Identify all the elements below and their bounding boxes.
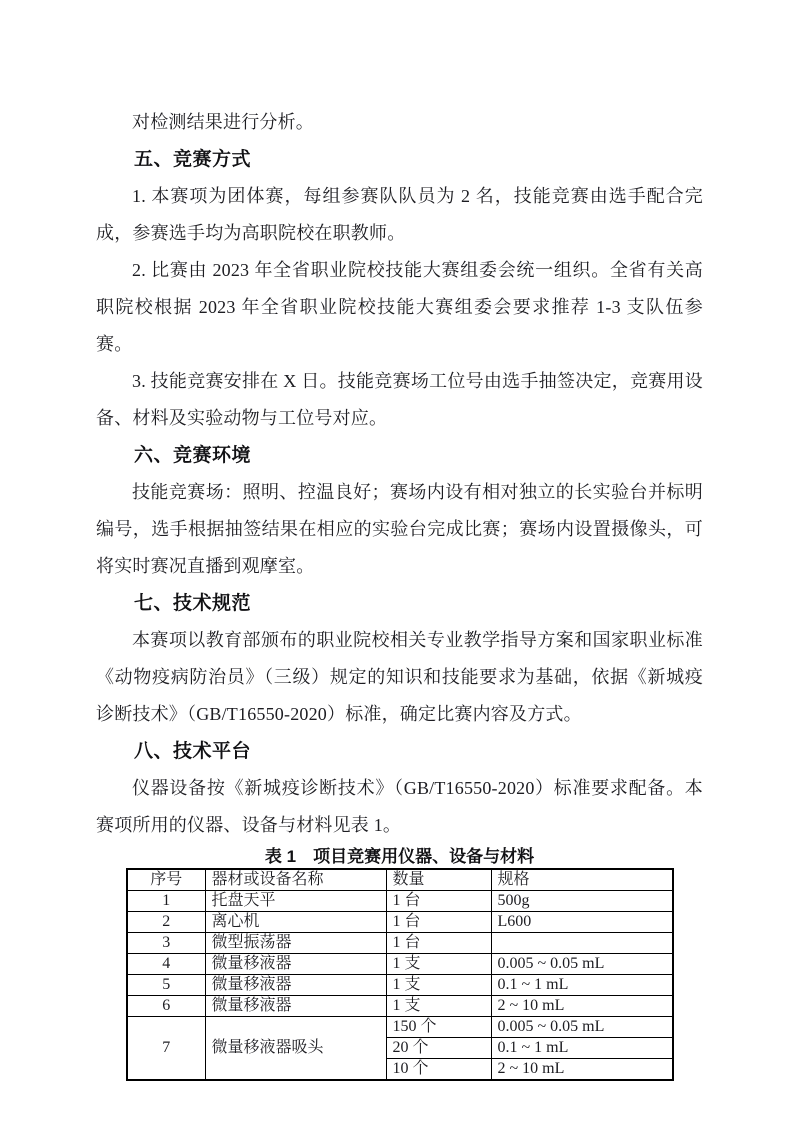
table-cell: 1 台	[386, 933, 491, 954]
document-body	[96, 104, 703, 844]
table-cell: 1 台	[386, 891, 491, 912]
table-row	[127, 996, 673, 1017]
table-row	[127, 891, 673, 912]
paragraph: 本赛项以教育部颁布的职业院校相关专业教学指导方案和国家职业标准《动物疫病防治员》（三级）规定的知识和技能要求为基础，依据《新城疫诊断技术》（GB/T16550-2020）标准，确定比赛内容及方式。	[96, 630, 703, 724]
table-cell: 2 ~ 10 mL	[491, 1059, 673, 1081]
table-cell: 1 支	[386, 996, 491, 1017]
table-cell: 微量移液器	[205, 996, 386, 1017]
section-heading: 八、技术平台	[134, 741, 252, 762]
table-cell: 微量移液器	[205, 954, 386, 975]
table-cell: 4	[127, 954, 205, 975]
table-cell: 1	[127, 891, 205, 912]
paragraph: 1. 本赛项为团体赛，每组参赛队队员为 2 名，技能竞赛由选手配合完成，参赛选手均为高职院校在职教师。	[96, 186, 703, 243]
table-row	[127, 954, 673, 975]
paragraph: 技能竞赛场：照明、控温良好；赛场内设有相对独立的长实验台并标明编号，选手根据抽签结果在相应的实验台完成比赛；赛场内设置摄像头，可将实时赛况直播到观摩室。	[96, 482, 703, 576]
section-heading: 七、技术规范	[134, 593, 252, 614]
table-caption: 表 1 项目竞赛用仪器、设备与材料	[264, 847, 535, 866]
table-cell: 2 ~ 10 mL	[491, 996, 673, 1017]
paragraph: 2. 比赛由 2023 年全省职业院校技能大赛组委会统一组织。全省有关高职院校根据 2023 年全省职业院校技能大赛组委会要求推荐 1-3 支队伍参赛。	[96, 260, 703, 354]
paragraph: 仪器设备按《新城疫诊断技术》（GB/T16550-2020）标准要求配备。本赛项所用的仪器、设备与材料见表 1。	[96, 778, 703, 835]
table-cell: 托盘天平	[205, 891, 386, 912]
table-cell: 2	[127, 912, 205, 933]
table-row	[127, 1017, 673, 1038]
table-body	[127, 891, 673, 1081]
table-cell: 1 台	[386, 912, 491, 933]
table-cell: 6	[127, 996, 205, 1017]
table-cell: 0.1 ~ 1 mL	[491, 1038, 673, 1059]
table-cell: 150 个	[386, 1017, 491, 1038]
table-row	[127, 975, 673, 996]
column-header: 规格	[491, 869, 673, 891]
table-cell: 微型振荡器	[205, 933, 386, 954]
paragraph: 对检测结果进行分析。	[132, 112, 314, 132]
table-cell: 0.005 ~ 0.05 mL	[491, 954, 673, 975]
table-row	[127, 912, 673, 933]
column-header: 序号	[127, 869, 205, 891]
table-cell: 7	[127, 1017, 205, 1081]
column-header: 数量	[386, 869, 491, 891]
table-cell: 1 支	[386, 975, 491, 996]
table-cell: 0.1 ~ 1 mL	[491, 975, 673, 996]
table-cell: 10 个	[386, 1059, 491, 1081]
section-heading: 六、竞赛环境	[134, 445, 252, 466]
section-heading: 五、竞赛方式	[134, 149, 252, 170]
paragraph: 3. 技能竞赛安排在 X 日。技能竞赛场工位号由选手抽签决定，竞赛用设备、材料及实验动物与工位号对应。	[96, 371, 703, 428]
table-cell: 0.005 ~ 0.05 mL	[491, 1017, 673, 1038]
table-cell: 1 支	[386, 954, 491, 975]
equipment-table	[126, 868, 674, 1081]
table-cell: 3	[127, 933, 205, 954]
table-cell: 5	[127, 975, 205, 996]
column-header: 器材或设备名称	[205, 869, 386, 891]
table-cell: 离心机	[205, 912, 386, 933]
table-cell: 微量移液器吸头	[205, 1017, 386, 1081]
table-cell: L600	[491, 912, 673, 933]
table-cell: 20 个	[386, 1038, 491, 1059]
table-cell: 500g	[491, 891, 673, 912]
table-row	[127, 933, 673, 954]
table-cell	[491, 933, 673, 954]
table-cell: 微量移液器	[205, 975, 386, 996]
table-header-row	[127, 869, 673, 891]
